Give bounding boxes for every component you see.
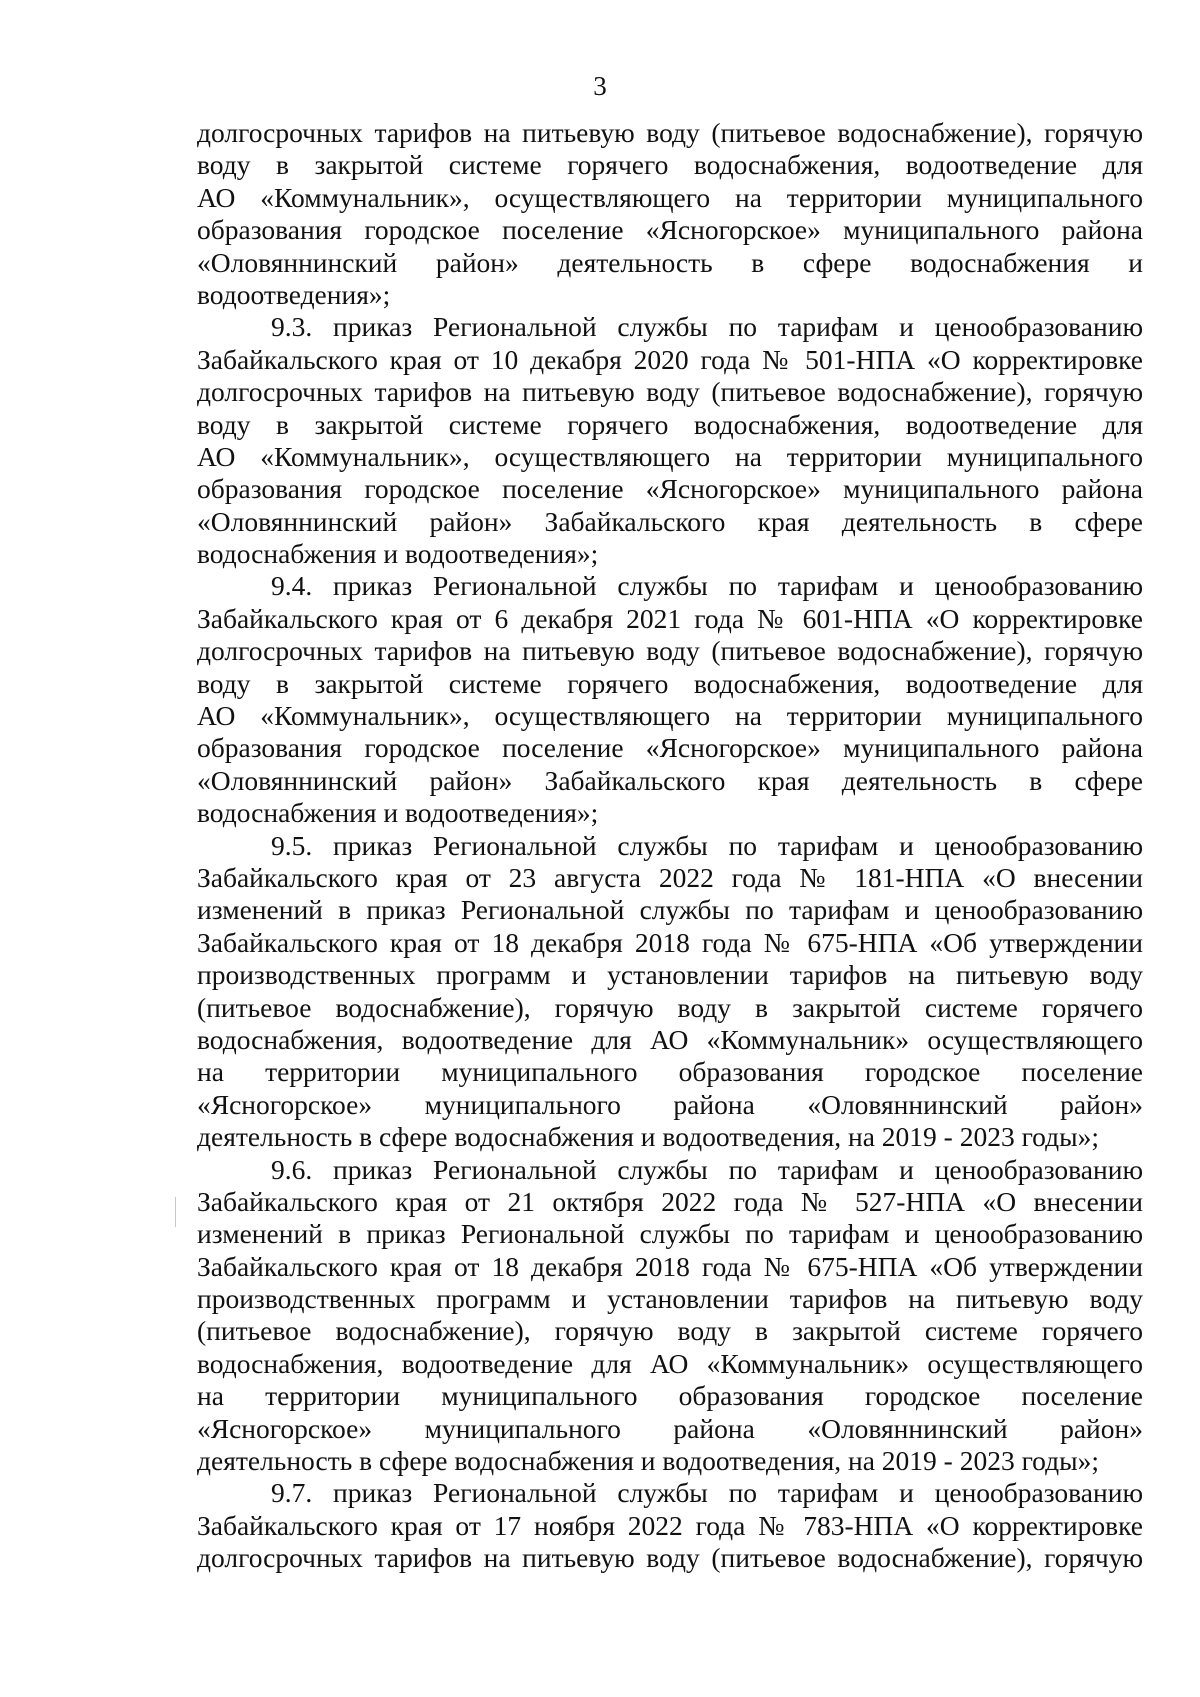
text-line: Забайкальского края от 10 декабря 2020 года № 501-НПА «О корректировке xyxy=(197,343,1143,375)
text-line: Забайкальского края от 6 декабря 2021 года № 601-НПА «О корректировке xyxy=(197,602,1143,634)
text-line: Забайкальского края от 21 октября 2022 года № 527-НПА «О внесении xyxy=(197,1185,1143,1217)
paragraph-p9-5 xyxy=(197,830,1143,1154)
text-line: изменений в приказ Региональной службы по тарифам и ценообразованию xyxy=(197,894,1143,926)
text-line: 9.7. приказ Региональной службы по тарифам и ценообразованию xyxy=(271,1477,1143,1509)
text-line: образования городское поселение «Ясногорское» муниципального района xyxy=(197,473,1143,505)
text-line: (питьевое водоснабжение), горячую воду в закрытой системе горячего xyxy=(197,991,1143,1023)
text-line: «Ясногорское» муниципального района «Оловяннинский район» xyxy=(197,1088,1143,1120)
text-line: 9.5. приказ Региональной службы по тарифам и ценообразованию xyxy=(271,829,1143,861)
scan-margin-mark xyxy=(175,1197,176,1227)
document-body xyxy=(197,117,1143,1575)
text-line: АО «Коммунальник», осуществляющего на территории муниципального xyxy=(197,700,1143,732)
text-line: «Оловяннинский район» деятельность в сфере водоснабжения и xyxy=(197,246,1143,278)
text-line: производственных программ и установлении тарифов на питьевую воду xyxy=(197,1283,1143,1315)
text-line: долгосрочных тарифов на питьевую воду (питьевое водоснабжение), горячую xyxy=(197,1542,1143,1574)
text-line: образования городское поселение «Ясногорское» муниципального района xyxy=(197,732,1143,764)
text-line: водоснабжения, водоотведение для АО «Коммунальник» осуществляющего xyxy=(197,1347,1143,1379)
paragraph-p9-4 xyxy=(197,570,1143,829)
text-line: «Оловяннинский район» Забайкальского края деятельность в сфере xyxy=(197,764,1143,796)
text-line: «Оловяннинский район» Забайкальского края деятельность в сфере xyxy=(197,505,1143,537)
text-line: деятельность в сфере водоснабжения и водоотведения, на 2019 - 2023 годы»; xyxy=(197,1445,1099,1477)
text-line: 9.3. приказ Региональной службы по тарифам и ценообразованию xyxy=(271,311,1143,343)
text-line: 9.4. приказ Региональной службы по тарифам и ценообразованию xyxy=(271,570,1143,602)
paragraph-p9-3 xyxy=(197,311,1143,570)
text-line: воду в закрытой системе горячего водоснабжения, водоотведение для xyxy=(197,408,1143,440)
text-line: 9.6. приказ Региональной службы по тарифам и ценообразованию xyxy=(271,1153,1143,1185)
text-line: водоснабжения и водоотведения»; xyxy=(197,797,599,829)
text-line: на территории муниципального образования городское поселение xyxy=(197,1380,1143,1412)
text-line: производственных программ и установлении тарифов на питьевую воду xyxy=(197,959,1143,991)
text-line: долгосрочных тарифов на питьевую воду (питьевое водоснабжение), горячую xyxy=(197,376,1143,408)
text-line: образования городское поселение «Ясногорское» муниципального района xyxy=(197,214,1143,246)
paragraph-cont xyxy=(197,117,1143,311)
text-line: водоснабжения и водоотведения»; xyxy=(197,538,599,570)
text-line: Забайкальского края от 18 декабря 2018 года № 675-НПА «Об утверждении xyxy=(197,926,1143,958)
page-number: 3 xyxy=(593,71,607,101)
text-line: Забайкальского края от 23 августа 2022 года № 181-НПА «О внесении xyxy=(197,861,1143,893)
text-line: воду в закрытой системе горячего водоснабжения, водоотведение для xyxy=(197,149,1143,181)
text-line: Забайкальского края от 18 декабря 2018 года № 675-НПА «Об утверждении xyxy=(197,1250,1143,1282)
text-line: деятельность в сфере водоснабжения и водоотведения, на 2019 - 2023 годы»; xyxy=(197,1121,1099,1153)
text-line: долгосрочных тарифов на питьевую воду (питьевое водоснабжение), горячую xyxy=(197,635,1143,667)
text-line: долгосрочных тарифов на питьевую воду (питьевое водоснабжение), горячую xyxy=(197,117,1143,148)
text-line: изменений в приказ Региональной службы по тарифам и ценообразованию xyxy=(197,1218,1143,1250)
text-line: водоснабжения, водоотведение для АО «Коммунальник» осуществляющего xyxy=(197,1023,1143,1055)
text-line: «Ясногорское» муниципального района «Оловяннинский район» xyxy=(197,1412,1143,1444)
text-line: Забайкальского края от 17 ноября 2022 года № 783-НПА «О корректировке xyxy=(197,1509,1143,1541)
text-line: водоотведения»; xyxy=(197,278,391,310)
paragraph-p9-7 xyxy=(197,1477,1143,1574)
text-line: АО «Коммунальник», осуществляющего на территории муниципального xyxy=(197,440,1143,472)
text-line: (питьевое водоснабжение), горячую воду в закрытой системе горячего xyxy=(197,1315,1143,1347)
text-line: АО «Коммунальник», осуществляющего на территории муниципального xyxy=(197,181,1143,213)
text-line: воду в закрытой системе горячего водоснабжения, водоотведение для xyxy=(197,667,1143,699)
text-line: на территории муниципального образования городское поселение xyxy=(197,1056,1143,1088)
paragraph-p9-6 xyxy=(197,1154,1143,1478)
